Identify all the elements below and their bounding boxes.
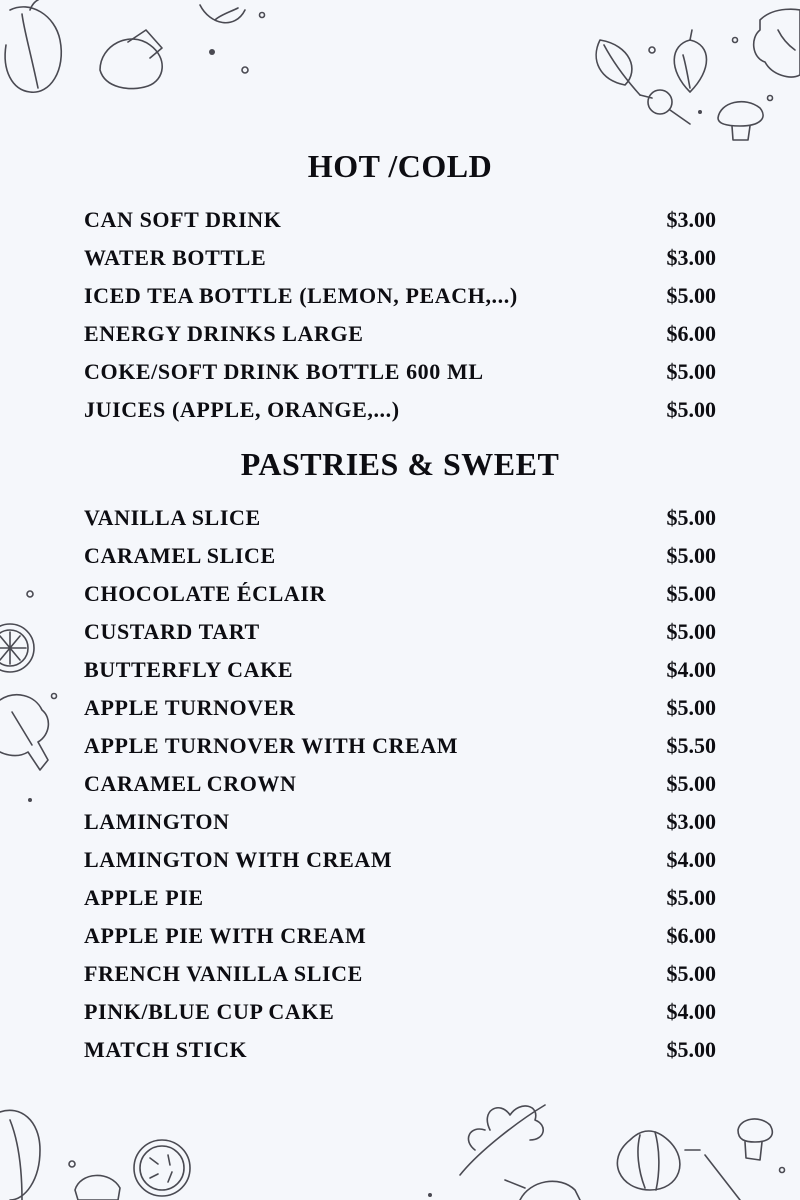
menu-item (84, 319, 716, 349)
item-name: CARAMEL SLICE (84, 543, 276, 568)
menu-item (84, 769, 716, 799)
mushroom-icon (75, 1175, 120, 1200)
item-name: BUTTERFLY CAKE (84, 657, 294, 682)
section-title-hot-cold: HOT /COLD (307, 148, 493, 184)
item-price: $6.00 (666, 321, 716, 346)
bell-pepper-icon (0, 1110, 40, 1200)
item-price: $4.00 (666, 657, 716, 682)
item-price: $5.00 (666, 961, 716, 986)
item-name: WATER BOTTLE (84, 245, 267, 270)
menu-item (84, 395, 716, 425)
item-name: APPLE TURNOVER (84, 695, 296, 720)
menu-item (84, 997, 716, 1027)
menu-item (84, 655, 716, 685)
menu-item (84, 617, 716, 647)
item-price: $5.00 (666, 543, 716, 568)
item-name: APPLE PIE WITH CREAM (84, 923, 367, 948)
menu-item (84, 357, 716, 387)
menu-item (84, 845, 716, 875)
item-price: $3.00 (666, 207, 716, 232)
menu-item (84, 921, 716, 951)
item-name: LAMINGTON WITH CREAM (84, 847, 393, 872)
broccoli-icon (0, 695, 48, 770)
bell-pepper-icon (5, 0, 61, 92)
item-price: $5.00 (666, 771, 716, 796)
carrot-icon (505, 1180, 580, 1200)
item-name: CUSTARD TART (84, 619, 260, 644)
item-price: $5.00 (666, 619, 716, 644)
item-price: $6.00 (666, 923, 716, 948)
mushroom-icon (718, 102, 763, 140)
mushroom-icon (738, 1119, 772, 1160)
menu-item (84, 883, 716, 913)
item-name: APPLE PIE (84, 885, 204, 910)
menu-item (84, 959, 716, 989)
item-name: ICED TEA BOTTLE (LEMON, PEACH,...) (84, 283, 518, 308)
garlic-icon (674, 30, 706, 92)
item-price: $4.00 (666, 847, 716, 872)
menu-item (84, 243, 716, 273)
item-price: $3.00 (666, 245, 716, 270)
item-price: $5.00 (666, 283, 716, 308)
menu-item (84, 731, 716, 761)
item-name: PINK/BLUE CUP CAKE (84, 999, 335, 1024)
item-name: CARAMEL CROWN (84, 771, 297, 796)
item-name: APPLE TURNOVER WITH CREAM (84, 733, 459, 758)
item-name: CHOCOLATE ÉCLAIR (84, 581, 327, 606)
item-price: $4.00 (666, 999, 716, 1024)
item-price: $5.00 (666, 359, 716, 384)
item-name: CAN SOFT DRINK (84, 207, 282, 232)
menu-item (84, 205, 716, 235)
item-price: $5.00 (666, 581, 716, 606)
section-title-pastries-sweet: PASTRIES & SWEET (240, 446, 560, 482)
tomato-slice-icon (134, 1140, 190, 1196)
item-name: MATCH STICK (84, 1037, 248, 1062)
menu-item (84, 693, 716, 723)
menu-item (84, 281, 716, 311)
broccoli-icon (754, 9, 800, 77)
menu-item (84, 541, 716, 571)
item-price: $5.00 (666, 885, 716, 910)
item-name: LAMINGTON (84, 809, 230, 834)
menu-item (84, 807, 716, 837)
item-price: $5.50 (666, 733, 716, 758)
mushroom-icon (100, 30, 162, 89)
item-name: FRENCH VANILLA SLICE (84, 961, 363, 986)
menu-item (84, 1035, 716, 1065)
radish-icon (640, 90, 690, 124)
item-price: $5.00 (666, 397, 716, 422)
item-price: $5.00 (666, 695, 716, 720)
item-name: COKE/SOFT DRINK BOTTLE 600 ML (84, 359, 484, 384)
item-name: ENERGY DRINKS LARGE (84, 321, 364, 346)
leaf-icon (200, 5, 245, 23)
herb-icon (460, 1105, 545, 1175)
menu-item (84, 503, 716, 533)
item-price: $3.00 (666, 809, 716, 834)
tomato-slice-icon (0, 624, 34, 672)
item-price: $5.00 (666, 1037, 716, 1062)
item-name: VANILLA SLICE (84, 505, 261, 530)
leaf-icon (596, 40, 640, 95)
item-name: JUICES (APPLE, ORANGE,...) (84, 397, 400, 422)
onion-icon (617, 1131, 700, 1190)
menu-item (84, 579, 716, 609)
item-price: $5.00 (666, 505, 716, 530)
